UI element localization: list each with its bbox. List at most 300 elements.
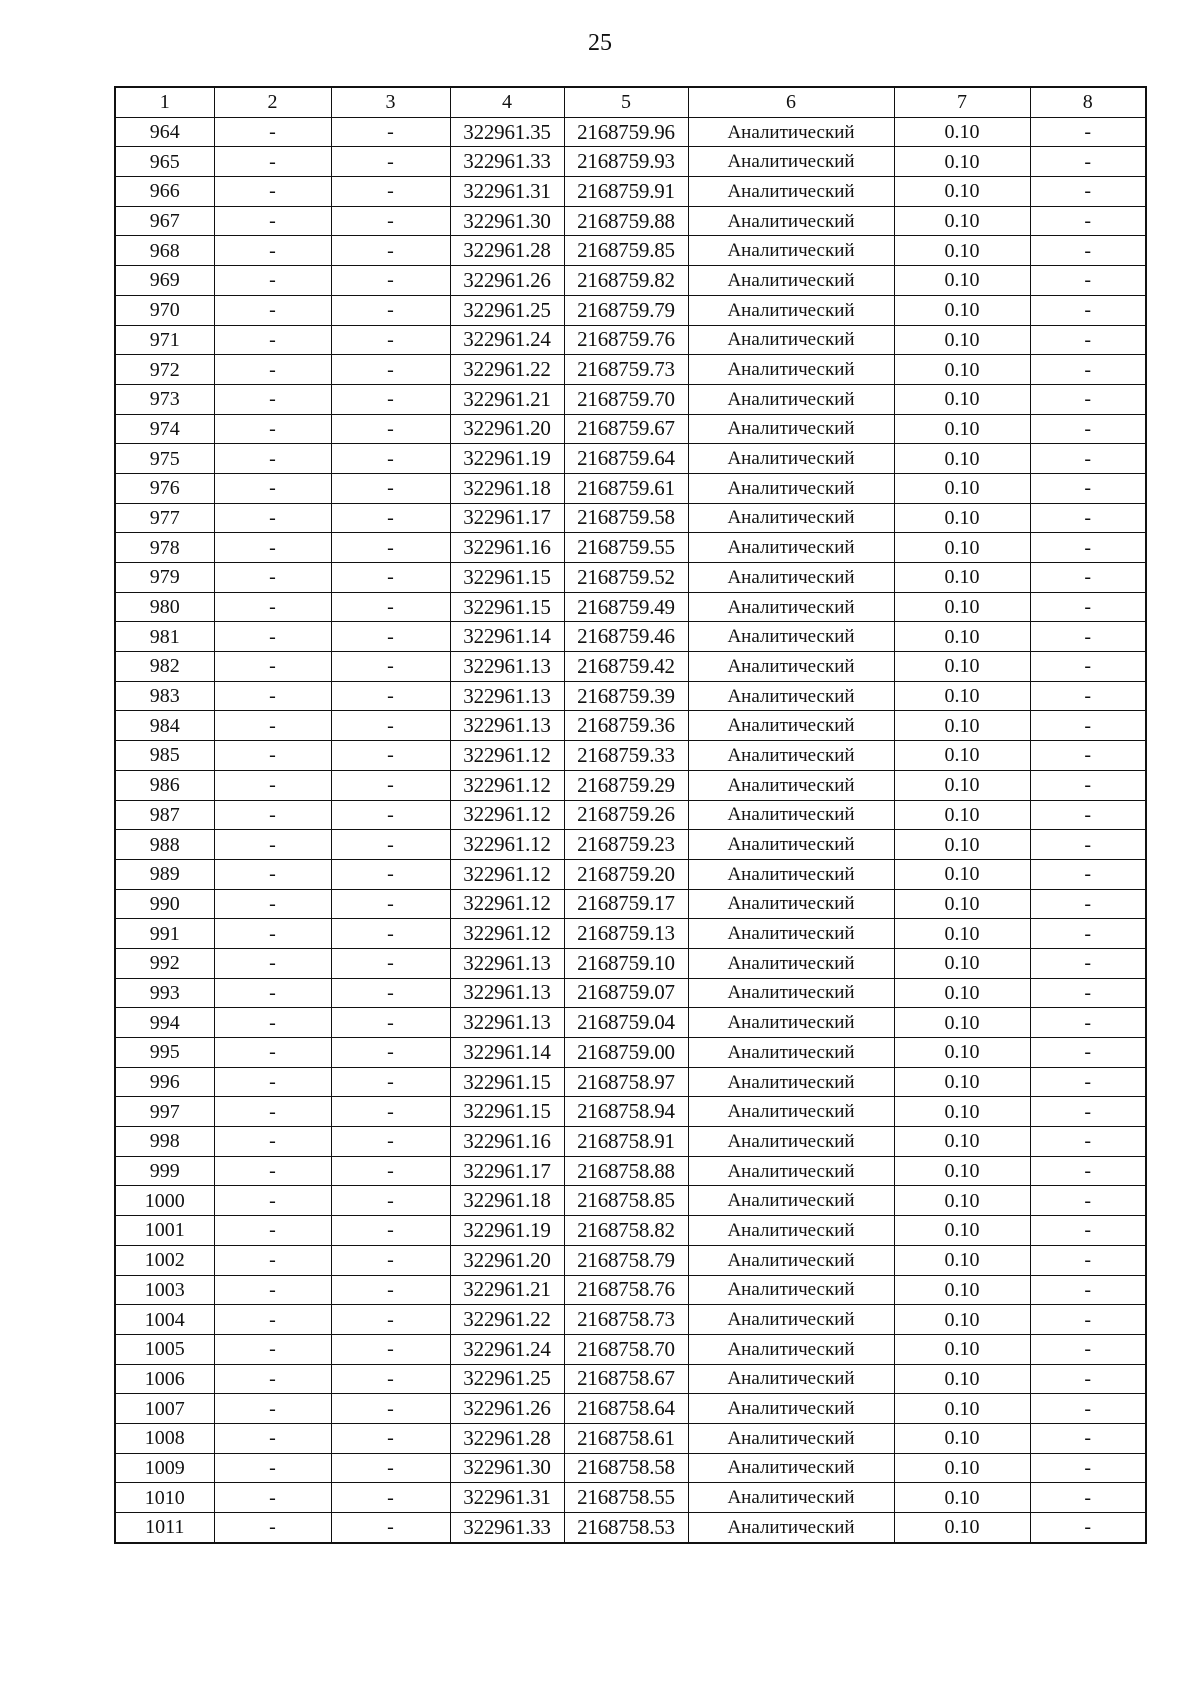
column-8-cell: - <box>1030 919 1146 949</box>
column-8-cell: - <box>1030 622 1146 652</box>
x-coordinate-cell: 322961.12 <box>450 770 564 800</box>
method-cell: Аналитический <box>688 503 894 533</box>
table-row <box>115 473 1146 503</box>
x-coordinate-cell: 322961.12 <box>450 889 564 919</box>
method-cell: Аналитический <box>688 1334 894 1364</box>
y-coordinate-cell: 2168759.29 <box>564 770 688 800</box>
column-8-cell: - <box>1030 1008 1146 1038</box>
x-coordinate-cell: 322961.16 <box>450 1127 564 1157</box>
column-2-cell: - <box>214 473 331 503</box>
column-3-cell: - <box>331 830 450 860</box>
method-cell: Аналитический <box>688 978 894 1008</box>
x-coordinate-cell: 322961.35 <box>450 117 564 147</box>
accuracy-cell: 0.10 <box>894 1067 1030 1097</box>
x-coordinate-cell: 322961.20 <box>450 1245 564 1275</box>
point-number-cell: 966 <box>115 177 214 207</box>
x-coordinate-cell: 322961.26 <box>450 1394 564 1424</box>
x-coordinate-cell: 322961.30 <box>450 1453 564 1483</box>
accuracy-cell: 0.10 <box>894 147 1030 177</box>
column-8-cell: - <box>1030 1394 1146 1424</box>
accuracy-cell: 0.10 <box>894 830 1030 860</box>
column-2-cell: - <box>214 1364 331 1394</box>
x-coordinate-cell: 322961.24 <box>450 1334 564 1364</box>
column-8-cell: - <box>1030 473 1146 503</box>
accuracy-cell: 0.10 <box>894 177 1030 207</box>
table-row <box>115 1334 1146 1364</box>
method-cell: Аналитический <box>688 563 894 593</box>
point-number-cell: 964 <box>115 117 214 147</box>
column-8-cell: - <box>1030 177 1146 207</box>
x-coordinate-cell: 322961.15 <box>450 592 564 622</box>
column-8-cell: - <box>1030 711 1146 741</box>
column-2-cell: - <box>214 1216 331 1246</box>
column-3-cell: - <box>331 1275 450 1305</box>
column-2-cell: - <box>214 681 331 711</box>
column-8-cell: - <box>1030 1127 1146 1157</box>
point-number-cell: 1006 <box>115 1364 214 1394</box>
column-3-cell: - <box>331 1156 450 1186</box>
table-row <box>115 563 1146 593</box>
column-2-cell: - <box>214 1453 331 1483</box>
accuracy-cell: 0.10 <box>894 800 1030 830</box>
accuracy-cell: 0.10 <box>894 414 1030 444</box>
y-coordinate-cell: 2168758.94 <box>564 1097 688 1127</box>
point-number-cell: 981 <box>115 622 214 652</box>
accuracy-cell: 0.10 <box>894 1394 1030 1424</box>
column-3-cell: - <box>331 1067 450 1097</box>
column-8-cell: - <box>1030 1513 1146 1543</box>
accuracy-cell: 0.10 <box>894 1008 1030 1038</box>
column-8-cell: - <box>1030 889 1146 919</box>
method-cell: Аналитический <box>688 1364 894 1394</box>
column-8-cell: - <box>1030 1038 1146 1068</box>
column-3-cell: - <box>331 533 450 563</box>
column-3-cell: - <box>331 295 450 325</box>
column-3-cell: - <box>331 889 450 919</box>
accuracy-cell: 0.10 <box>894 1483 1030 1513</box>
y-coordinate-cell: 2168759.85 <box>564 236 688 266</box>
x-coordinate-cell: 322961.13 <box>450 1008 564 1038</box>
point-number-cell: 989 <box>115 859 214 889</box>
column-3-cell: - <box>331 266 450 296</box>
table-row <box>115 1364 1146 1394</box>
column-2-cell: - <box>214 1394 331 1424</box>
column-8-cell: - <box>1030 1067 1146 1097</box>
method-cell: Аналитический <box>688 1305 894 1335</box>
y-coordinate-cell: 2168759.20 <box>564 859 688 889</box>
method-cell: Аналитический <box>688 1038 894 1068</box>
column-2-cell: - <box>214 384 331 414</box>
column-2-cell: - <box>214 117 331 147</box>
table-row <box>115 1394 1146 1424</box>
x-coordinate-cell: 322961.13 <box>450 978 564 1008</box>
accuracy-cell: 0.10 <box>894 978 1030 1008</box>
accuracy-cell: 0.10 <box>894 1423 1030 1453</box>
column-2-cell: - <box>214 1423 331 1453</box>
y-coordinate-cell: 2168759.70 <box>564 384 688 414</box>
x-coordinate-cell: 322961.13 <box>450 652 564 682</box>
method-cell: Аналитический <box>688 948 894 978</box>
accuracy-cell: 0.10 <box>894 1305 1030 1335</box>
column-2-cell: - <box>214 1008 331 1038</box>
accuracy-cell: 0.10 <box>894 652 1030 682</box>
column-8-cell: - <box>1030 444 1146 474</box>
table-row <box>115 770 1146 800</box>
x-coordinate-cell: 322961.18 <box>450 473 564 503</box>
point-number-cell: 1009 <box>115 1453 214 1483</box>
column-2-cell: - <box>214 652 331 682</box>
column-3-cell: - <box>331 1216 450 1246</box>
y-coordinate-cell: 2168758.82 <box>564 1216 688 1246</box>
x-coordinate-cell: 322961.12 <box>450 830 564 860</box>
y-coordinate-cell: 2168758.58 <box>564 1453 688 1483</box>
method-cell: Аналитический <box>688 1067 894 1097</box>
x-coordinate-cell: 322961.12 <box>450 859 564 889</box>
y-coordinate-cell: 2168758.73 <box>564 1305 688 1335</box>
column-2-cell: - <box>214 533 331 563</box>
point-number-cell: 975 <box>115 444 214 474</box>
column-8-cell: - <box>1030 533 1146 563</box>
column-2-cell: - <box>214 622 331 652</box>
column-8-cell: - <box>1030 948 1146 978</box>
column-8-cell: - <box>1030 1305 1146 1335</box>
method-cell: Аналитический <box>688 859 894 889</box>
column-2-cell: - <box>214 1097 331 1127</box>
point-number-cell: 967 <box>115 206 214 236</box>
x-coordinate-cell: 322961.15 <box>450 1097 564 1127</box>
accuracy-cell: 0.10 <box>894 741 1030 771</box>
y-coordinate-cell: 2168758.67 <box>564 1364 688 1394</box>
column-3-cell: - <box>331 355 450 385</box>
point-number-cell: 970 <box>115 295 214 325</box>
table-row <box>115 652 1146 682</box>
column-2-cell: - <box>214 444 331 474</box>
accuracy-cell: 0.10 <box>894 503 1030 533</box>
column-2-cell: - <box>214 948 331 978</box>
column-2-cell: - <box>214 1245 331 1275</box>
point-number-cell: 988 <box>115 830 214 860</box>
y-coordinate-cell: 2168758.76 <box>564 1275 688 1305</box>
x-coordinate-cell: 322961.19 <box>450 444 564 474</box>
accuracy-cell: 0.10 <box>894 1334 1030 1364</box>
column-8-cell: - <box>1030 236 1146 266</box>
column-2-cell: - <box>214 711 331 741</box>
point-number-cell: 978 <box>115 533 214 563</box>
point-number-cell: 992 <box>115 948 214 978</box>
column-8-cell: - <box>1030 800 1146 830</box>
x-coordinate-cell: 322961.28 <box>450 1423 564 1453</box>
accuracy-cell: 0.10 <box>894 592 1030 622</box>
x-coordinate-cell: 322961.24 <box>450 325 564 355</box>
column-8-cell: - <box>1030 652 1146 682</box>
accuracy-cell: 0.10 <box>894 889 1030 919</box>
table-row <box>115 1008 1146 1038</box>
column-3-cell: - <box>331 503 450 533</box>
x-coordinate-cell: 322961.28 <box>450 236 564 266</box>
y-coordinate-cell: 2168758.55 <box>564 1483 688 1513</box>
column-2-cell: - <box>214 414 331 444</box>
table-row <box>115 1453 1146 1483</box>
accuracy-cell: 0.10 <box>894 681 1030 711</box>
column-header: 5 <box>564 87 688 117</box>
column-2-cell: - <box>214 741 331 771</box>
column-8-cell: - <box>1030 206 1146 236</box>
method-cell: Аналитический <box>688 1245 894 1275</box>
method-cell: Аналитический <box>688 1097 894 1127</box>
x-coordinate-cell: 322961.25 <box>450 295 564 325</box>
column-3-cell: - <box>331 711 450 741</box>
column-2-cell: - <box>214 563 331 593</box>
column-8-cell: - <box>1030 503 1146 533</box>
column-3-cell: - <box>331 681 450 711</box>
accuracy-cell: 0.10 <box>894 1186 1030 1216</box>
x-coordinate-cell: 322961.15 <box>450 563 564 593</box>
x-coordinate-cell: 322961.13 <box>450 948 564 978</box>
column-8-cell: - <box>1030 117 1146 147</box>
column-8-cell: - <box>1030 978 1146 1008</box>
x-coordinate-cell: 322961.22 <box>450 355 564 385</box>
method-cell: Аналитический <box>688 1483 894 1513</box>
point-number-cell: 969 <box>115 266 214 296</box>
method-cell: Аналитический <box>688 206 894 236</box>
column-3-cell: - <box>331 1305 450 1335</box>
column-3-cell: - <box>331 117 450 147</box>
accuracy-cell: 0.10 <box>894 384 1030 414</box>
column-2-cell: - <box>214 1275 331 1305</box>
x-coordinate-cell: 322961.22 <box>450 1305 564 1335</box>
y-coordinate-cell: 2168759.52 <box>564 563 688 593</box>
point-number-cell: 1010 <box>115 1483 214 1513</box>
column-header: 3 <box>331 87 450 117</box>
y-coordinate-cell: 2168758.91 <box>564 1127 688 1157</box>
point-number-cell: 973 <box>115 384 214 414</box>
point-number-cell: 1003 <box>115 1275 214 1305</box>
x-coordinate-cell: 322961.21 <box>450 384 564 414</box>
column-3-cell: - <box>331 1127 450 1157</box>
column-3-cell: - <box>331 770 450 800</box>
column-3-cell: - <box>331 147 450 177</box>
point-number-cell: 979 <box>115 563 214 593</box>
accuracy-cell: 0.10 <box>894 563 1030 593</box>
x-coordinate-cell: 322961.16 <box>450 533 564 563</box>
method-cell: Аналитический <box>688 622 894 652</box>
method-cell: Аналитический <box>688 1513 894 1543</box>
y-coordinate-cell: 2168759.13 <box>564 919 688 949</box>
column-8-cell: - <box>1030 1423 1146 1453</box>
column-8-cell: - <box>1030 1483 1146 1513</box>
method-cell: Аналитический <box>688 236 894 266</box>
column-3-cell: - <box>331 384 450 414</box>
method-cell: Аналитический <box>688 592 894 622</box>
column-2-cell: - <box>214 1127 331 1157</box>
page-number: 25 <box>588 30 612 56</box>
y-coordinate-cell: 2168759.64 <box>564 444 688 474</box>
y-coordinate-cell: 2168759.26 <box>564 800 688 830</box>
accuracy-cell: 0.10 <box>894 1364 1030 1394</box>
column-2-cell: - <box>214 1483 331 1513</box>
y-coordinate-cell: 2168759.04 <box>564 1008 688 1038</box>
table-row <box>115 1038 1146 1068</box>
method-cell: Аналитический <box>688 444 894 474</box>
column-8-cell: - <box>1030 1245 1146 1275</box>
column-3-cell: - <box>331 1097 450 1127</box>
column-8-cell: - <box>1030 1275 1146 1305</box>
table-row <box>115 325 1146 355</box>
point-number-cell: 996 <box>115 1067 214 1097</box>
y-coordinate-cell: 2168758.64 <box>564 1394 688 1424</box>
column-2-cell: - <box>214 1334 331 1364</box>
column-3-cell: - <box>331 563 450 593</box>
accuracy-cell: 0.10 <box>894 473 1030 503</box>
column-2-cell: - <box>214 592 331 622</box>
accuracy-cell: 0.10 <box>894 711 1030 741</box>
column-3-cell: - <box>331 1513 450 1543</box>
method-cell: Аналитический <box>688 266 894 296</box>
method-cell: Аналитический <box>688 1275 894 1305</box>
column-2-cell: - <box>214 1038 331 1068</box>
method-cell: Аналитический <box>688 1394 894 1424</box>
column-3-cell: - <box>331 1364 450 1394</box>
column-3-cell: - <box>331 414 450 444</box>
table-row <box>115 711 1146 741</box>
method-cell: Аналитический <box>688 355 894 385</box>
table-row <box>115 236 1146 266</box>
accuracy-cell: 0.10 <box>894 1513 1030 1543</box>
x-coordinate-cell: 322961.14 <box>450 622 564 652</box>
point-number-cell: 983 <box>115 681 214 711</box>
method-cell: Аналитический <box>688 325 894 355</box>
y-coordinate-cell: 2168758.53 <box>564 1513 688 1543</box>
y-coordinate-cell: 2168758.88 <box>564 1156 688 1186</box>
column-8-cell: - <box>1030 1334 1146 1364</box>
y-coordinate-cell: 2168759.96 <box>564 117 688 147</box>
point-number-cell: 986 <box>115 770 214 800</box>
table-row <box>115 948 1146 978</box>
method-cell: Аналитический <box>688 741 894 771</box>
point-number-cell: 997 <box>115 1097 214 1127</box>
table-row <box>115 830 1146 860</box>
table-row <box>115 295 1146 325</box>
method-cell: Аналитический <box>688 1423 894 1453</box>
y-coordinate-cell: 2168759.39 <box>564 681 688 711</box>
method-cell: Аналитический <box>688 681 894 711</box>
y-coordinate-cell: 2168759.79 <box>564 295 688 325</box>
point-number-cell: 991 <box>115 919 214 949</box>
column-2-cell: - <box>214 978 331 1008</box>
column-header: 4 <box>450 87 564 117</box>
point-number-cell: 982 <box>115 652 214 682</box>
table-row <box>115 1423 1146 1453</box>
coordinates-table <box>114 86 1147 1544</box>
x-coordinate-cell: 322961.12 <box>450 800 564 830</box>
y-coordinate-cell: 2168759.07 <box>564 978 688 1008</box>
table-row <box>115 206 1146 236</box>
x-coordinate-cell: 322961.25 <box>450 1364 564 1394</box>
point-number-cell: 1011 <box>115 1513 214 1543</box>
method-cell: Аналитический <box>688 1216 894 1246</box>
table-row <box>115 266 1146 296</box>
column-3-cell: - <box>331 236 450 266</box>
point-number-cell: 985 <box>115 741 214 771</box>
column-3-cell: - <box>331 919 450 949</box>
column-2-cell: - <box>214 266 331 296</box>
method-cell: Аналитический <box>688 711 894 741</box>
column-8-cell: - <box>1030 355 1146 385</box>
column-8-cell: - <box>1030 295 1146 325</box>
table-row <box>115 1275 1146 1305</box>
point-number-cell: 971 <box>115 325 214 355</box>
y-coordinate-cell: 2168758.97 <box>564 1067 688 1097</box>
column-8-cell: - <box>1030 563 1146 593</box>
method-cell: Аналитический <box>688 770 894 800</box>
column-8-cell: - <box>1030 741 1146 771</box>
column-2-cell: - <box>214 859 331 889</box>
method-cell: Аналитический <box>688 177 894 207</box>
method-cell: Аналитический <box>688 414 894 444</box>
accuracy-cell: 0.10 <box>894 1275 1030 1305</box>
point-number-cell: 977 <box>115 503 214 533</box>
table-row <box>115 1245 1146 1275</box>
column-8-cell: - <box>1030 1216 1146 1246</box>
column-3-cell: - <box>331 1483 450 1513</box>
column-8-cell: - <box>1030 266 1146 296</box>
point-number-cell: 1000 <box>115 1186 214 1216</box>
accuracy-cell: 0.10 <box>894 533 1030 563</box>
column-2-cell: - <box>214 206 331 236</box>
column-header: 1 <box>115 87 214 117</box>
table-row <box>115 147 1146 177</box>
point-number-cell: 995 <box>115 1038 214 1068</box>
column-2-cell: - <box>214 1067 331 1097</box>
column-2-cell: - <box>214 919 331 949</box>
column-3-cell: - <box>331 1038 450 1068</box>
column-3-cell: - <box>331 1334 450 1364</box>
y-coordinate-cell: 2168759.91 <box>564 177 688 207</box>
y-coordinate-cell: 2168759.10 <box>564 948 688 978</box>
column-2-cell: - <box>214 1156 331 1186</box>
x-coordinate-cell: 322961.12 <box>450 919 564 949</box>
accuracy-cell: 0.10 <box>894 1038 1030 1068</box>
column-8-cell: - <box>1030 592 1146 622</box>
column-3-cell: - <box>331 800 450 830</box>
point-number-cell: 1004 <box>115 1305 214 1335</box>
y-coordinate-cell: 2168759.58 <box>564 503 688 533</box>
column-8-cell: - <box>1030 1156 1146 1186</box>
y-coordinate-cell: 2168759.49 <box>564 592 688 622</box>
accuracy-cell: 0.10 <box>894 859 1030 889</box>
method-cell: Аналитический <box>688 117 894 147</box>
table-row <box>115 1067 1146 1097</box>
table-row <box>115 622 1146 652</box>
accuracy-cell: 0.10 <box>894 1216 1030 1246</box>
column-8-cell: - <box>1030 859 1146 889</box>
column-2-cell: - <box>214 889 331 919</box>
column-3-cell: - <box>331 859 450 889</box>
table-row <box>115 919 1146 949</box>
point-number-cell: 998 <box>115 1127 214 1157</box>
y-coordinate-cell: 2168759.42 <box>564 652 688 682</box>
column-3-cell: - <box>331 1453 450 1483</box>
table-row <box>115 1483 1146 1513</box>
column-3-cell: - <box>331 1008 450 1038</box>
x-coordinate-cell: 322961.20 <box>450 414 564 444</box>
method-cell: Аналитический <box>688 919 894 949</box>
y-coordinate-cell: 2168759.55 <box>564 533 688 563</box>
accuracy-cell: 0.10 <box>894 236 1030 266</box>
column-3-cell: - <box>331 622 450 652</box>
table-row <box>115 1186 1146 1216</box>
table-row <box>115 592 1146 622</box>
